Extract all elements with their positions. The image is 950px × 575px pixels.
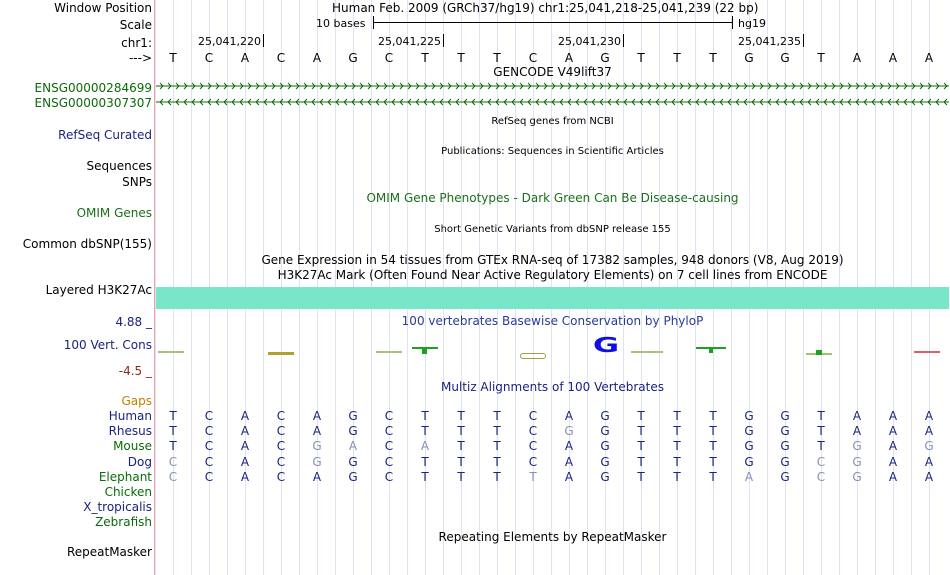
base-letter: A	[312, 51, 322, 65]
align-base-mouse: G	[852, 439, 862, 453]
align-base-dog: G	[348, 455, 358, 469]
align-base-rhesus: T	[709, 424, 717, 438]
position-label-1: 25,041,220	[198, 35, 261, 48]
align-base-elephant: T	[493, 470, 501, 484]
position-label-4: 25,041,235	[738, 35, 801, 48]
align-base-rhesus: T	[457, 424, 465, 438]
align-base-elephant: A	[312, 470, 322, 484]
align-base-rhesus: A	[312, 424, 322, 438]
align-base-mouse: A	[564, 439, 574, 453]
position-label-3: 25,041,230	[558, 35, 621, 48]
cons-mark-12	[914, 351, 940, 353]
strand-arrow-label: --->	[128, 51, 152, 65]
align-base-dog: C	[384, 455, 394, 469]
base-letter: A	[852, 51, 862, 65]
cons-mark-6	[520, 353, 546, 359]
base-letter: A	[924, 51, 934, 65]
cons-mark-5	[422, 347, 427, 354]
align-base-mouse: T	[457, 439, 465, 453]
species-label-dog: Dog	[127, 455, 152, 469]
align-base-elephant: C	[276, 470, 286, 484]
align-base-dog: C	[204, 455, 214, 469]
gtex-track-title: Gene Expression in 54 tissues from GTEx RNA-seq of 17382 samples, 948 donors (V8, Aug 2019)	[261, 253, 844, 267]
align-base-dog: C	[168, 455, 178, 469]
base-letter: A	[564, 51, 574, 65]
align-base-mouse: G	[780, 439, 790, 453]
align-base-mouse: T	[673, 439, 681, 453]
base-letter: A	[240, 51, 250, 65]
omim-track-label[interactable]: OMIM Genes	[76, 206, 152, 220]
align-base-elephant: T	[673, 470, 681, 484]
align-base-human: C	[276, 409, 286, 423]
cons-mark-3	[376, 351, 402, 353]
base-letter: T	[637, 51, 645, 65]
align-base-elephant: T	[637, 470, 645, 484]
align-base-human: A	[240, 409, 250, 423]
align-base-dog: A	[888, 455, 898, 469]
align-base-elephant: A	[924, 470, 934, 484]
species-label-rhesus: Rhesus	[108, 424, 152, 438]
align-base-human: A	[852, 409, 862, 423]
base-letter: T	[673, 51, 681, 65]
align-base-human: T	[673, 409, 681, 423]
cons-mark-2	[268, 352, 294, 355]
h3k27ac-signal-bar[interactable]	[156, 287, 949, 309]
cons-min-label: -4.5 _	[118, 364, 152, 378]
align-base-mouse: T	[169, 439, 177, 453]
gene-label-ensg00000307307[interactable]: ENSG00000307307	[34, 96, 152, 110]
species-label-x-tropicalis: X_tropicalis	[83, 500, 152, 514]
align-base-elephant: T	[529, 470, 537, 484]
align-base-rhesus: C	[204, 424, 214, 438]
align-base-rhesus: C	[276, 424, 286, 438]
align-base-human: A	[564, 409, 574, 423]
align-base-mouse: C	[204, 439, 214, 453]
align-base-dog: C	[276, 455, 286, 469]
align-base-mouse: A	[888, 439, 898, 453]
base-letter: T	[817, 51, 825, 65]
align-base-human: A	[888, 409, 898, 423]
repeatmasker-track-label[interactable]: RepeatMasker	[66, 545, 152, 559]
align-base-mouse: G	[744, 439, 754, 453]
align-base-mouse: A	[240, 439, 250, 453]
align-base-elephant: T	[421, 470, 429, 484]
species-label-zebrafish: Zebrafish	[95, 515, 152, 529]
position-tick-3	[623, 34, 624, 47]
align-base-rhesus: T	[817, 424, 825, 438]
align-base-rhesus: A	[924, 424, 934, 438]
align-base-human: C	[528, 409, 538, 423]
align-base-dog: C	[528, 455, 538, 469]
align-base-elephant: C	[168, 470, 178, 484]
sequences-track-label[interactable]: Sequences	[86, 159, 152, 173]
align-base-dog: T	[637, 455, 645, 469]
chr-label: chr1:	[121, 36, 152, 50]
publications-track-title: Publications: Sequences in Scientific Articles	[441, 146, 664, 157]
align-base-dog: A	[924, 455, 934, 469]
base-letter: C	[528, 51, 538, 65]
base-letter: G	[600, 51, 610, 65]
base-letter: T	[421, 51, 429, 65]
align-base-mouse: T	[817, 439, 825, 453]
base-letter: G	[348, 51, 358, 65]
align-base-human: T	[421, 409, 429, 423]
align-base-dog: A	[564, 455, 574, 469]
align-base-dog: A	[240, 455, 250, 469]
align-base-mouse: C	[528, 439, 538, 453]
base-letter: T	[169, 51, 177, 65]
scale-bar	[373, 22, 733, 23]
align-base-human: T	[493, 409, 501, 423]
align-base-mouse: T	[709, 439, 717, 453]
align-base-rhesus: G	[780, 424, 790, 438]
label-divider	[154, 0, 155, 575]
base-letter: C	[276, 51, 286, 65]
base-letter: T	[457, 51, 465, 65]
align-base-mouse: G	[600, 439, 610, 453]
scale-label: Scale	[119, 18, 152, 32]
align-base-elephant: C	[384, 470, 394, 484]
cons-mark-7	[631, 351, 663, 353]
align-base-mouse: C	[276, 439, 286, 453]
position-tick-4	[803, 34, 804, 47]
snps-track-label[interactable]: SNPs	[122, 175, 152, 189]
refseq-track-title: RefSeq genes from NCBI	[491, 116, 614, 127]
base-letter: G	[780, 51, 790, 65]
align-base-mouse: T	[637, 439, 645, 453]
align-base-human: A	[312, 409, 322, 423]
align-base-dog: G	[600, 455, 610, 469]
align-base-dog: G	[312, 455, 322, 469]
align-base-rhesus: A	[852, 424, 862, 438]
base-letter: T	[493, 51, 501, 65]
align-base-elephant: A	[564, 470, 574, 484]
h3k27ac-track-label[interactable]: Layered H3K27Ac	[45, 283, 152, 297]
align-base-dog: T	[673, 455, 681, 469]
gene-label-ensg00000284699[interactable]: ENSG00000284699	[34, 81, 152, 95]
align-base-human: T	[169, 409, 177, 423]
align-base-rhesus: T	[169, 424, 177, 438]
align-base-elephant: G	[780, 470, 790, 484]
align-base-human: T	[637, 409, 645, 423]
repeatmasker-track-title: Repeating Elements by RepeatMasker	[438, 530, 667, 544]
align-base-human: C	[384, 409, 394, 423]
align-base-rhesus: C	[384, 424, 394, 438]
position-label-2: 25,041,225	[378, 35, 441, 48]
base-letter: C	[204, 51, 214, 65]
cons-mark-9	[709, 347, 713, 353]
align-base-human: C	[204, 409, 214, 423]
gencode-track-title: GENCODE V49lift37	[493, 65, 612, 79]
align-base-mouse: G	[312, 439, 322, 453]
refseq-track-label[interactable]: RefSeq Curated	[58, 128, 152, 142]
scale-bar-left-cap	[373, 16, 374, 29]
align-base-rhesus: G	[600, 424, 610, 438]
align-base-rhesus: G	[564, 424, 574, 438]
gene-feature-reverse[interactable]	[156, 98, 949, 106]
align-base-mouse: G	[924, 439, 934, 453]
align-base-dog: G	[780, 455, 790, 469]
phylop-track-title: 100 vertebrates Basewise Conservation by PhyloP	[401, 314, 704, 328]
align-base-human: T	[817, 409, 825, 423]
align-base-dog: G	[744, 455, 754, 469]
species-label-human: Human	[108, 409, 152, 423]
cons-max-label: 4.88 _	[115, 315, 152, 329]
align-base-elephant: T	[709, 470, 717, 484]
align-base-human: T	[457, 409, 465, 423]
align-base-rhesus: T	[421, 424, 429, 438]
cons-mark-1	[158, 351, 184, 353]
align-base-rhesus: T	[493, 424, 501, 438]
align-base-elephant: C	[204, 470, 214, 484]
align-base-mouse: T	[493, 439, 501, 453]
gene-feature-forward[interactable]	[156, 82, 949, 90]
window-position-label: Window Position	[54, 1, 152, 15]
align-base-mouse: C	[384, 439, 394, 453]
align-base-elephant: A	[744, 470, 754, 484]
species-label-mouse: Mouse	[113, 439, 152, 453]
align-base-human: A	[924, 409, 934, 423]
align-base-rhesus: G	[744, 424, 754, 438]
align-base-rhesus: A	[240, 424, 250, 438]
gaps-label: Gaps	[121, 394, 152, 408]
align-base-elephant: G	[348, 470, 358, 484]
position-tick-2	[443, 34, 444, 47]
base-letter: A	[888, 51, 898, 65]
align-base-rhesus: T	[637, 424, 645, 438]
cons-mark-11	[816, 350, 822, 355]
align-base-dog: C	[816, 455, 826, 469]
h3k27ac-track-title: H3K27Ac Mark (Often Found Near Active Regulatory Elements) on 7 cell lines from ENCODE	[277, 268, 828, 282]
species-label-chicken: Chicken	[104, 485, 152, 499]
align-base-elephant: C	[816, 470, 826, 484]
cons-track-label[interactable]: 100 Vert. Cons	[63, 338, 152, 352]
align-base-dog: T	[457, 455, 465, 469]
species-label-elephant: Elephant	[98, 470, 152, 484]
align-base-rhesus: T	[673, 424, 681, 438]
align-base-rhesus: A	[888, 424, 898, 438]
align-base-mouse: A	[420, 439, 430, 453]
align-base-rhesus: C	[528, 424, 538, 438]
align-base-human: G	[780, 409, 790, 423]
base-letter: C	[384, 51, 394, 65]
align-base-dog: T	[421, 455, 429, 469]
align-base-dog: T	[493, 455, 501, 469]
scale-db-label: hg19	[738, 17, 766, 30]
scale-bar-text: 10 bases	[316, 17, 366, 30]
base-letter: T	[709, 51, 717, 65]
omim-track-title: OMIM Gene Phenotypes - Dark Green Can Be Disease-causing	[366, 191, 739, 205]
cons-letter-g: G	[592, 333, 620, 357]
align-base-mouse: A	[348, 439, 358, 453]
assembly-position-text: Human Feb. 2009 (GRCh37/hg19) chr1:25,041,218-25,041,239 (22 bp)	[332, 1, 759, 15]
align-base-elephant: A	[888, 470, 898, 484]
dbsnp-track-title: Short Genetic Variants from dbSNP release 155	[434, 224, 671, 235]
align-base-dog: T	[709, 455, 717, 469]
align-base-human: T	[709, 409, 717, 423]
align-base-human: G	[600, 409, 610, 423]
align-base-human: G	[744, 409, 754, 423]
position-tick-1	[263, 34, 264, 47]
scale-bar-right-cap	[732, 16, 733, 29]
dbsnp-track-label[interactable]: Common dbSNP(155)	[22, 237, 152, 251]
align-base-human: G	[348, 409, 358, 423]
align-base-elephant: T	[457, 470, 465, 484]
base-letter: G	[744, 51, 754, 65]
align-base-elephant: A	[240, 470, 250, 484]
phylop-signal-area[interactable]	[156, 330, 949, 370]
multiz-track-title: Multiz Alignments of 100 Vertebrates	[440, 380, 665, 394]
align-base-rhesus: G	[348, 424, 358, 438]
align-base-dog: G	[852, 455, 862, 469]
align-base-elephant: G	[852, 470, 862, 484]
align-base-elephant: G	[600, 470, 610, 484]
